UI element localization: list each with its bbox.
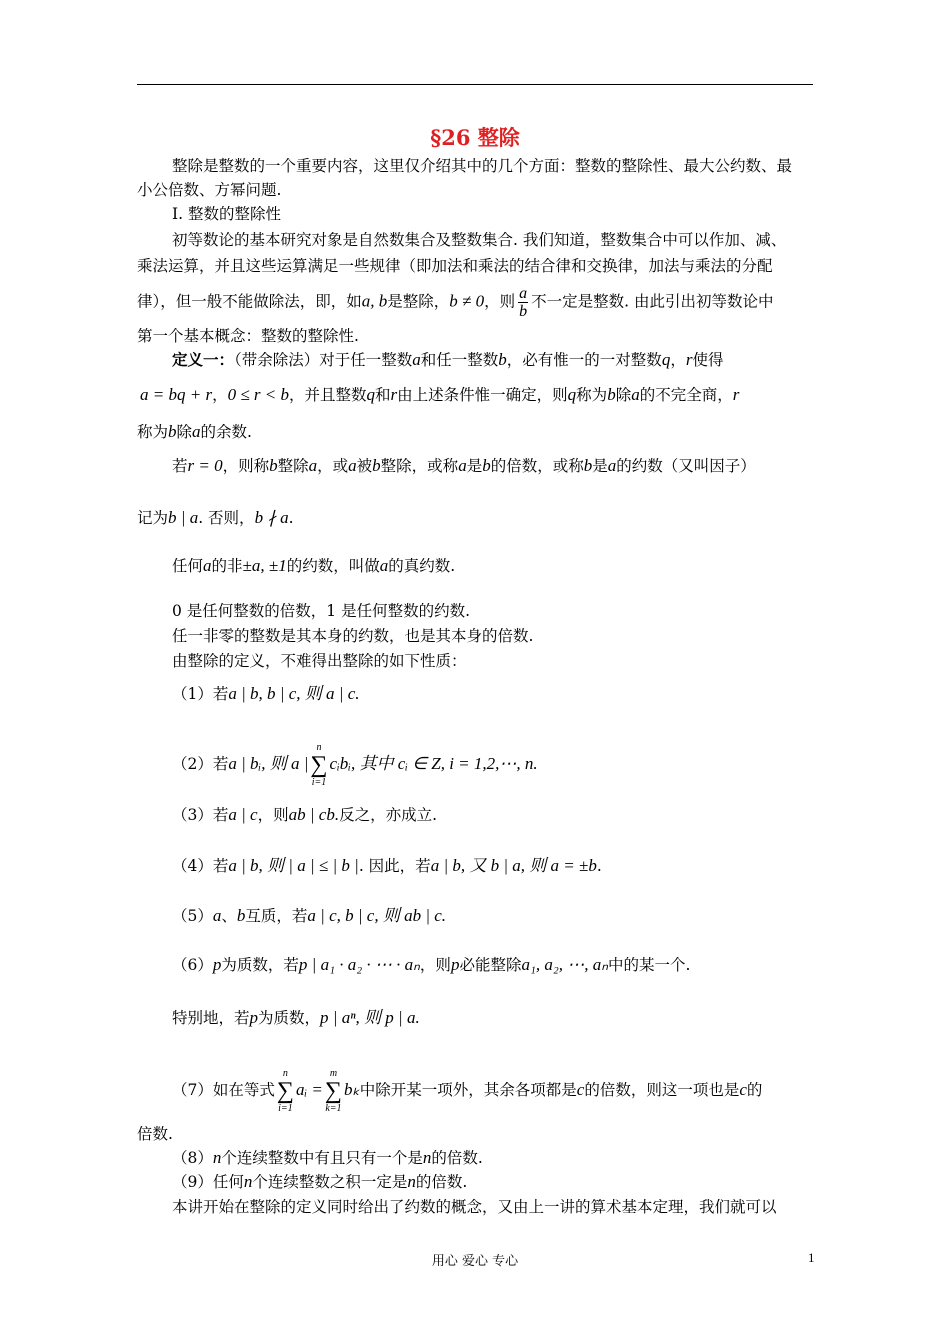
math: a: [192, 422, 201, 441]
text: 的不完全商，: [639, 386, 733, 404]
math: a, b: [361, 291, 388, 311]
math: a: [458, 456, 467, 475]
math: c: [576, 1080, 585, 1099]
denominator: b: [519, 303, 528, 320]
definition-label: 定义一：: [172, 350, 235, 369]
math: n: [407, 1172, 416, 1191]
fact-line-3: 由整除的定义，不难得出整除的如下性质：: [172, 652, 467, 670]
math: p: [450, 955, 460, 974]
closing-line: 本讲开始在整除的定义同时给出了约数的概念，又由上一讲的算术基本定理，我们就可以: [172, 1198, 777, 1216]
text: 为质数，若: [221, 956, 299, 974]
math: p | a₁ · a₂ · ⋯ · aₙ: [298, 955, 420, 974]
section-heading: Ⅰ. 整数的整除性: [172, 205, 281, 223]
intro-line-1: 整除是整数的一个重要内容，这里仅介绍其中的几个方面：整数的整除性、最大公约数、最: [172, 157, 793, 175]
math: 0 ≤ r < b: [227, 385, 289, 404]
sigma-glyph: ∑: [324, 1078, 343, 1104]
text: （7）如在等式: [172, 1081, 275, 1099]
definition-line-2: [140, 385, 739, 405]
property-2: [172, 742, 538, 788]
text: 称为: [137, 423, 169, 441]
math: b: [607, 385, 616, 404]
property-7: [172, 1068, 762, 1114]
text: ，则称: [222, 457, 270, 475]
sum-upper: n: [316, 742, 322, 753]
math: a: [412, 350, 421, 369]
math: p: [249, 1008, 259, 1027]
text: 的余数.: [200, 423, 252, 441]
math: b: [482, 456, 491, 475]
math: a₁, a₂, ⋯, aₙ: [521, 955, 609, 974]
summation-symbol: [310, 742, 327, 788]
fact-line-2: 任一非零的整数是其本身的约数，也是其本身的倍数.: [172, 627, 534, 645]
divisibility-line-2: [137, 508, 294, 528]
text: （9）任何: [172, 1173, 244, 1191]
math: b ≠ 0: [449, 291, 485, 311]
page-title: §26 整除: [430, 125, 520, 150]
text: 的倍数.: [431, 1149, 483, 1167]
math: b: [236, 906, 246, 925]
text: ，: [670, 351, 686, 369]
text: .: [288, 509, 294, 527]
math: a = bq + r: [140, 385, 213, 404]
text: . 因此，若: [358, 857, 431, 875]
definition-line-1: [172, 350, 723, 370]
sum-lower: k=1: [325, 1103, 342, 1114]
math: r = 0: [187, 456, 223, 475]
property-6: [172, 955, 690, 975]
text: 律），但一般不能做除法，即，如: [137, 292, 362, 311]
math: r: [732, 385, 740, 404]
sum-lower: i=1: [278, 1103, 293, 1114]
math: a: [348, 456, 357, 475]
summation-symbol: [325, 1068, 342, 1114]
text: 的约数，叫做: [286, 557, 380, 575]
text: 的: [746, 1081, 763, 1099]
divisibility-line-1: [172, 456, 756, 476]
sum-lower: i=1: [311, 777, 327, 788]
text: ，并且整数: [289, 386, 367, 404]
text: 除: [615, 386, 632, 404]
text: ，必有惟一的一对整数: [506, 351, 662, 369]
property-9: [172, 1172, 467, 1192]
math: bₖ: [344, 1080, 360, 1099]
math: a | bᵢ, 则 a |: [228, 754, 309, 773]
property-4: [172, 856, 602, 876]
property-6-corollary: [172, 1008, 420, 1028]
text: .: [596, 857, 602, 875]
text: 互质，若: [245, 907, 308, 925]
text: ，: [212, 386, 228, 404]
math: a: [607, 456, 617, 475]
math: b: [372, 456, 381, 475]
fraction-a-over-b: [518, 285, 528, 320]
text: 若: [172, 457, 188, 475]
text: . 否则，: [198, 509, 255, 527]
text: ，则: [257, 806, 289, 824]
property-8: [172, 1148, 483, 1168]
text: 任何: [172, 557, 204, 575]
summation-symbol: [277, 1068, 294, 1114]
sigma-glyph: ∑: [310, 752, 328, 778]
text: 整除，或称: [380, 457, 459, 475]
text: 由上述条件惟一确定，则: [397, 386, 568, 404]
property-5: [172, 906, 446, 926]
math: b | a: [168, 508, 199, 527]
fact-line-1: 0 是任何整数的倍数，1 是任何整数的约数.: [172, 602, 471, 620]
text: 除: [176, 423, 193, 441]
text: 中除开某一项外，其余各项都是: [359, 1081, 577, 1099]
text: 的非: [211, 557, 243, 575]
text: ，或: [317, 457, 349, 475]
text: 个连续整数之积一定是: [252, 1173, 408, 1191]
proper-divisor-line: [172, 556, 455, 576]
text: ，则: [484, 292, 516, 311]
math: cᵢbᵢ, 其中 cᵢ ∈ Z, i = 1,2,⋯, n.: [329, 754, 538, 773]
text: 整除: [277, 457, 309, 475]
text: （1）若: [172, 685, 229, 703]
math: r: [390, 385, 398, 404]
numerator: a: [519, 285, 528, 302]
text: 记为: [137, 509, 169, 527]
header-rule: [137, 84, 813, 85]
text: 为质数，: [258, 1009, 321, 1027]
math: a | c, b | c, 则 ab | c.: [307, 906, 447, 925]
text: 的倍数，或称: [490, 457, 584, 475]
math: a: [203, 556, 212, 575]
sum-upper: m: [329, 1068, 338, 1079]
text: 被: [356, 457, 373, 475]
text: 是: [592, 457, 608, 475]
text: 个连续整数中有且只有一个是: [221, 1149, 423, 1167]
math: a | b, b | c, 则 a | c.: [228, 684, 360, 703]
text: （带余除法）对于任一整数: [234, 351, 413, 369]
sigma-glyph: ∑: [276, 1078, 294, 1104]
math: b: [583, 456, 593, 475]
text: 和: [375, 386, 391, 404]
text: 的倍数.: [415, 1173, 468, 1191]
page-number: 1: [808, 1250, 815, 1265]
para1-line-3: [137, 285, 774, 320]
math: b: [168, 422, 177, 441]
math: n: [212, 1148, 222, 1167]
text: 特别地，若: [172, 1009, 250, 1027]
math: b ∤ a: [254, 508, 289, 527]
math: b: [269, 456, 278, 475]
property-3: [172, 805, 437, 825]
math: a: [212, 906, 222, 925]
definition-line-3: [137, 422, 252, 442]
text: 、: [221, 907, 237, 925]
text: （4）若: [172, 857, 229, 875]
math: a | b, 则 | a | ≤ | b |: [228, 856, 359, 875]
math: p: [212, 955, 222, 974]
math: a: [631, 385, 640, 404]
text: 的倍数，则这一项也是: [584, 1081, 740, 1099]
para1-line-1: 初等数论的基本研究对象是自然数集合及整数集合. 我们知道，整数集合中可以作加、减、: [172, 231, 787, 249]
property-1: [172, 684, 360, 704]
text: （2）若: [172, 755, 229, 773]
text: 不一定是整数. 由此引出初等数论中: [531, 292, 774, 311]
text: 和任一整数: [420, 351, 499, 369]
math: q: [567, 385, 577, 404]
math: ab | cb.: [288, 805, 340, 824]
para1-line-2: 乘法运算，并且这些运算满足一些规律（即加法和乘法的结合律和交换律，加法与乘法的分配: [137, 257, 773, 275]
text: ，则: [419, 956, 451, 974]
para1-line-4: 第一个基本概念：整数的整除性.: [137, 327, 359, 345]
math: a: [379, 556, 389, 575]
text: 的约数（又叫因子）: [616, 457, 756, 475]
text: （8）: [172, 1149, 213, 1167]
math: n: [243, 1172, 253, 1191]
math: b: [498, 350, 507, 369]
text: 是整除，: [387, 292, 450, 311]
math: a | b, 又 b | a, 则 a = ±b: [430, 856, 597, 875]
math: ±a, ±1: [242, 556, 287, 575]
math: p | aⁿ, 则 p | a.: [320, 1008, 420, 1027]
text: 中的某一个.: [608, 956, 691, 974]
text: 是: [466, 457, 483, 475]
page-footer: 用心 爱心 专心: [431, 1254, 519, 1269]
property-7-continued: 倍数.: [137, 1125, 173, 1143]
text: （5）: [172, 907, 213, 925]
math: r: [685, 350, 693, 369]
math: a: [308, 456, 318, 475]
text: 使得: [692, 351, 724, 369]
math: q: [661, 350, 671, 369]
text: 称为: [576, 386, 608, 404]
math: aᵢ =: [295, 1080, 323, 1099]
math: n: [422, 1148, 432, 1167]
text: 必能整除: [459, 956, 522, 974]
intro-line-2: 小公倍数、方幂问题.: [137, 181, 282, 199]
math: q: [366, 385, 376, 404]
sum-upper: n: [282, 1068, 288, 1079]
math: a | c: [228, 805, 258, 824]
text: （3）若: [172, 806, 229, 824]
text: 的真约数.: [388, 557, 456, 575]
math: c: [739, 1080, 747, 1099]
text: （6）: [172, 956, 213, 974]
text: 反之，亦成立.: [339, 806, 438, 824]
